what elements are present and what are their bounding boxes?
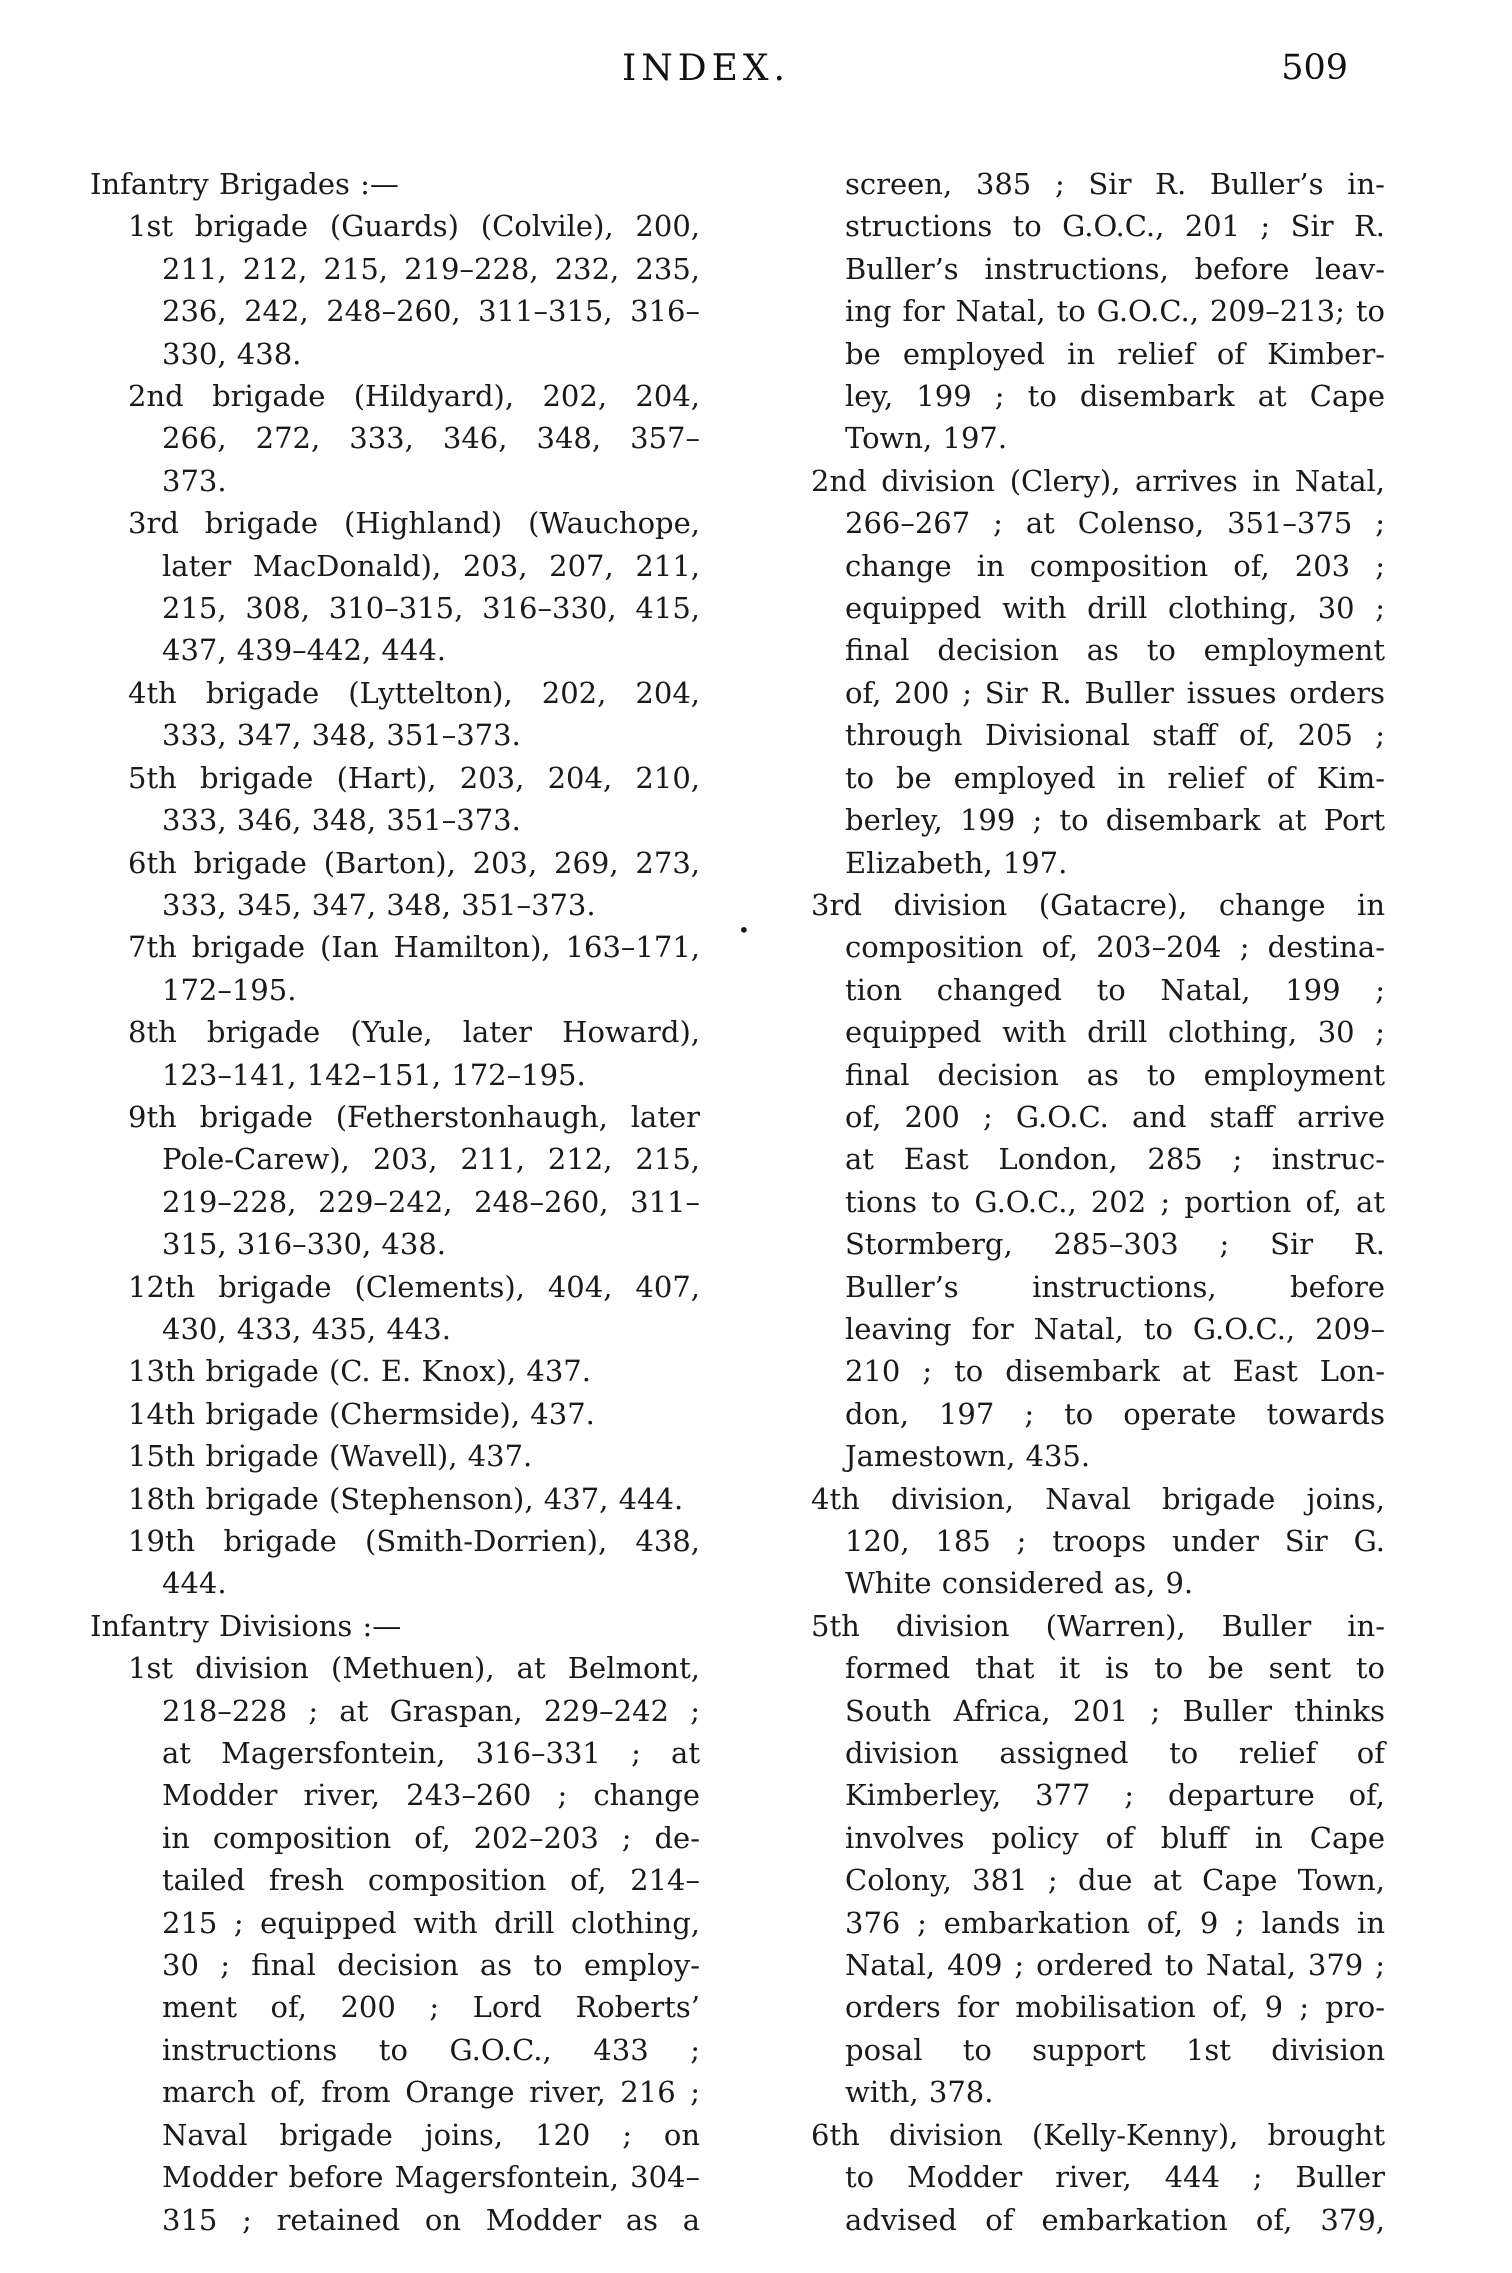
index-line: 18th brigade (Stephenson), 437, 444. xyxy=(128,1481,684,1516)
index-line: final decision as to employment xyxy=(845,1057,1385,1092)
index-line: structions to G.O.C., 201 ; Sir R. xyxy=(845,209,1385,244)
index-line: Modder river, 243–260 ; change xyxy=(162,1778,700,1813)
ink-spot: • xyxy=(738,918,750,942)
index-line: 5th brigade (Hart), 203, 204, 210, xyxy=(128,760,700,795)
index-line: South Africa, 201 ; Buller thinks xyxy=(845,1693,1385,1728)
index-line: to be employed in relief of Kim- xyxy=(845,760,1385,795)
index-line: 7th brigade (Ian Hamilton), 163–171, xyxy=(128,930,700,965)
page-header xyxy=(0,48,1512,104)
index-line: 1st division (Methuen), at Belmont, xyxy=(128,1651,700,1686)
index-line: 333, 346, 348, 351–373. xyxy=(162,803,521,838)
index-line: march of, from Orange river, 216 ; xyxy=(162,2075,700,2110)
index-line: of, 200 ; Sir R. Buller issues orders xyxy=(845,675,1385,710)
index-line: 266–267 ; at Colenso, 351–375 ; xyxy=(845,506,1385,541)
index-line: posal to support 1st division xyxy=(845,2032,1385,2067)
index-line: 4th division, Naval brigade joins, xyxy=(811,1481,1385,1516)
index-line: leaving for Natal, to G.O.C., 209– xyxy=(845,1311,1385,1346)
index-line: 215, 308, 310–315, 316–330, 415, xyxy=(162,591,700,626)
index-line: Stormberg, 285–303 ; Sir R. xyxy=(845,1227,1385,1262)
index-line: Kimberley, 377 ; departure of, xyxy=(845,1778,1385,1813)
index-line: ley, 199 ; to disembark at Cape xyxy=(845,379,1385,414)
index-line: formed that it is to be sent to xyxy=(845,1651,1385,1686)
index-line: 2nd brigade (Hildyard), 202, 204, xyxy=(128,379,700,414)
index-column-left xyxy=(90,163,700,2241)
index-line: 3rd division (Gatacre), change in xyxy=(811,887,1385,922)
index-line: 430, 433, 435, 443. xyxy=(162,1311,451,1346)
index-line: 333, 345, 347, 348, 351–373. xyxy=(162,887,596,922)
index-line: tailed fresh composition of, 214– xyxy=(162,1863,700,1898)
index-line: Modder before Magersfontein, 304– xyxy=(162,2160,700,2195)
index-line: 315, 316–330, 438. xyxy=(162,1227,446,1262)
index-line: 9th brigade (Fetherstonhaugh, later xyxy=(128,1099,700,1134)
index-line: Jamestown, 435. xyxy=(845,1439,1091,1474)
index-line: Naval brigade joins, 120 ; on xyxy=(162,2117,700,2152)
index-line: Elizabeth, 197. xyxy=(845,845,1068,880)
index-line: 215 ; equipped with drill clothing, xyxy=(162,1905,700,1940)
index-line: of, 200 ; G.O.C. and staff arrive xyxy=(845,1099,1385,1134)
index-line: orders for mobilisation of, 9 ; pro- xyxy=(845,1990,1385,2025)
index-line: berley, 199 ; to disembark at Port xyxy=(845,803,1385,838)
index-line: Infantry Divisions :— xyxy=(90,1608,402,1643)
index-line: change in composition of, 203 ; xyxy=(845,548,1385,583)
index-line: composition of, 203–204 ; destina- xyxy=(845,930,1385,965)
index-line: 14th brigade (Chermside), 437. xyxy=(128,1396,595,1431)
index-line: 6th division (Kelly-Kenny), brought xyxy=(811,2117,1385,2152)
index-line: Buller’s instructions, before leav- xyxy=(845,251,1385,286)
index-line: 315 ; retained on Modder as a xyxy=(162,2202,700,2237)
index-line: involves policy of bluff in Cape xyxy=(845,1820,1385,1855)
index-line: 4th brigade (Lyttelton), 202, 204, xyxy=(128,675,700,710)
page-number: 509 xyxy=(1281,48,1348,88)
index-line: Town, 197. xyxy=(845,421,1008,456)
index-line: division assigned to relief of xyxy=(845,1736,1385,1771)
index-line: 6th brigade (Barton), 203, 269, 273, xyxy=(128,845,700,880)
index-line: tion changed to Natal, 199 ; xyxy=(845,972,1385,1007)
index-line: 5th division (Warren), Buller in- xyxy=(811,1608,1385,1643)
index-line: 2nd division (Clery), arrives in Natal, xyxy=(811,463,1385,498)
index-line: equipped with drill clothing, 30 ; xyxy=(845,1015,1385,1050)
index-line: 13th brigade (C. E. Knox), 437. xyxy=(128,1354,591,1389)
index-line: White considered as, 9. xyxy=(845,1566,1194,1601)
index-line: instructions to G.O.C., 433 ; xyxy=(162,2032,700,2067)
index-line: 444. xyxy=(162,1566,227,1601)
index-line: at East London, 285 ; instruc- xyxy=(845,1142,1385,1177)
index-line: 15th brigade (Wavell), 437. xyxy=(128,1439,533,1474)
index-line: equipped with drill clothing, 30 ; xyxy=(845,591,1385,626)
index-line: in composition of, 202–203 ; de- xyxy=(162,1820,700,1855)
index-line: 3rd brigade (Highland) (Wauchope, xyxy=(128,506,700,541)
index-line: screen, 385 ; Sir R. Buller’s in- xyxy=(845,167,1385,201)
index-line: with, 378. xyxy=(845,2075,994,2110)
index-line: don, 197 ; to operate towards xyxy=(845,1396,1385,1431)
index-line: 210 ; to disembark at East Lon- xyxy=(845,1354,1385,1389)
index-line: 373. xyxy=(162,463,227,498)
index-line: 219–228, 229–242, 248–260, 311– xyxy=(162,1184,700,1219)
index-line: 8th brigade (Yule, later Howard), xyxy=(128,1015,700,1050)
index-line: ing for Natal, to G.O.C., 209–213; to xyxy=(845,294,1385,329)
index-line: 1st brigade (Guards) (Colvile), 200, xyxy=(128,209,700,244)
index-line: through Divisional staff of, 205 ; xyxy=(845,718,1385,753)
index-line: 437, 439–442, 444. xyxy=(162,633,446,668)
index-line: 266, 272, 333, 346, 348, 357– xyxy=(162,421,700,456)
index-line: 333, 347, 348, 351–373. xyxy=(162,718,521,753)
index-line: at Magersfontein, 316–331 ; at xyxy=(162,1736,700,1771)
index-line: 19th brigade (Smith-Dorrien), 438, xyxy=(128,1524,700,1558)
index-line: later MacDonald), 203, 207, 211, xyxy=(162,548,700,583)
index-line: 120, 185 ; troops under Sir G. xyxy=(845,1524,1385,1558)
index-column-right xyxy=(773,163,1385,2241)
index-line: to Modder river, 444 ; Buller xyxy=(845,2160,1385,2195)
index-line: 172–195. xyxy=(162,972,297,1007)
index-line: Colony, 381 ; due at Cape Town, xyxy=(845,1863,1385,1898)
index-line: 12th brigade (Clements), 404, 407, xyxy=(128,1269,700,1304)
index-line: advised of embarkation of, 379, xyxy=(845,2202,1385,2237)
index-line: tions to G.O.C., 202 ; portion of, at xyxy=(845,1184,1385,1219)
index-line: Infantry Brigades :— xyxy=(90,167,399,201)
index-line: ment of, 200 ; Lord Roberts’ xyxy=(162,1990,700,2025)
index-line: Pole-Carew), 203, 211, 212, 215, xyxy=(162,1142,700,1177)
index-line: 330, 438. xyxy=(162,336,302,371)
index-line: 123–141, 142–151, 172–195. xyxy=(162,1057,586,1092)
index-line: 30 ; final decision as to employ- xyxy=(162,1948,700,1983)
index-line: 211, 212, 215, 219–228, 232, 235, xyxy=(162,251,700,286)
index-line: 218–228 ; at Graspan, 229–242 ; xyxy=(162,1693,700,1728)
index-line: be employed in relief of Kimber- xyxy=(845,336,1385,371)
page-title: INDEX. xyxy=(622,48,790,89)
index-line: 236, 242, 248–260, 311–315, 316– xyxy=(162,294,700,329)
index-line: final decision as to employment xyxy=(845,633,1385,668)
index-line: Buller’s instructions, before xyxy=(845,1269,1385,1304)
index-line: 376 ; embarkation of, 9 ; lands in xyxy=(845,1905,1385,1940)
index-line: Natal, 409 ; ordered to Natal, 379 ; xyxy=(845,1948,1385,1983)
